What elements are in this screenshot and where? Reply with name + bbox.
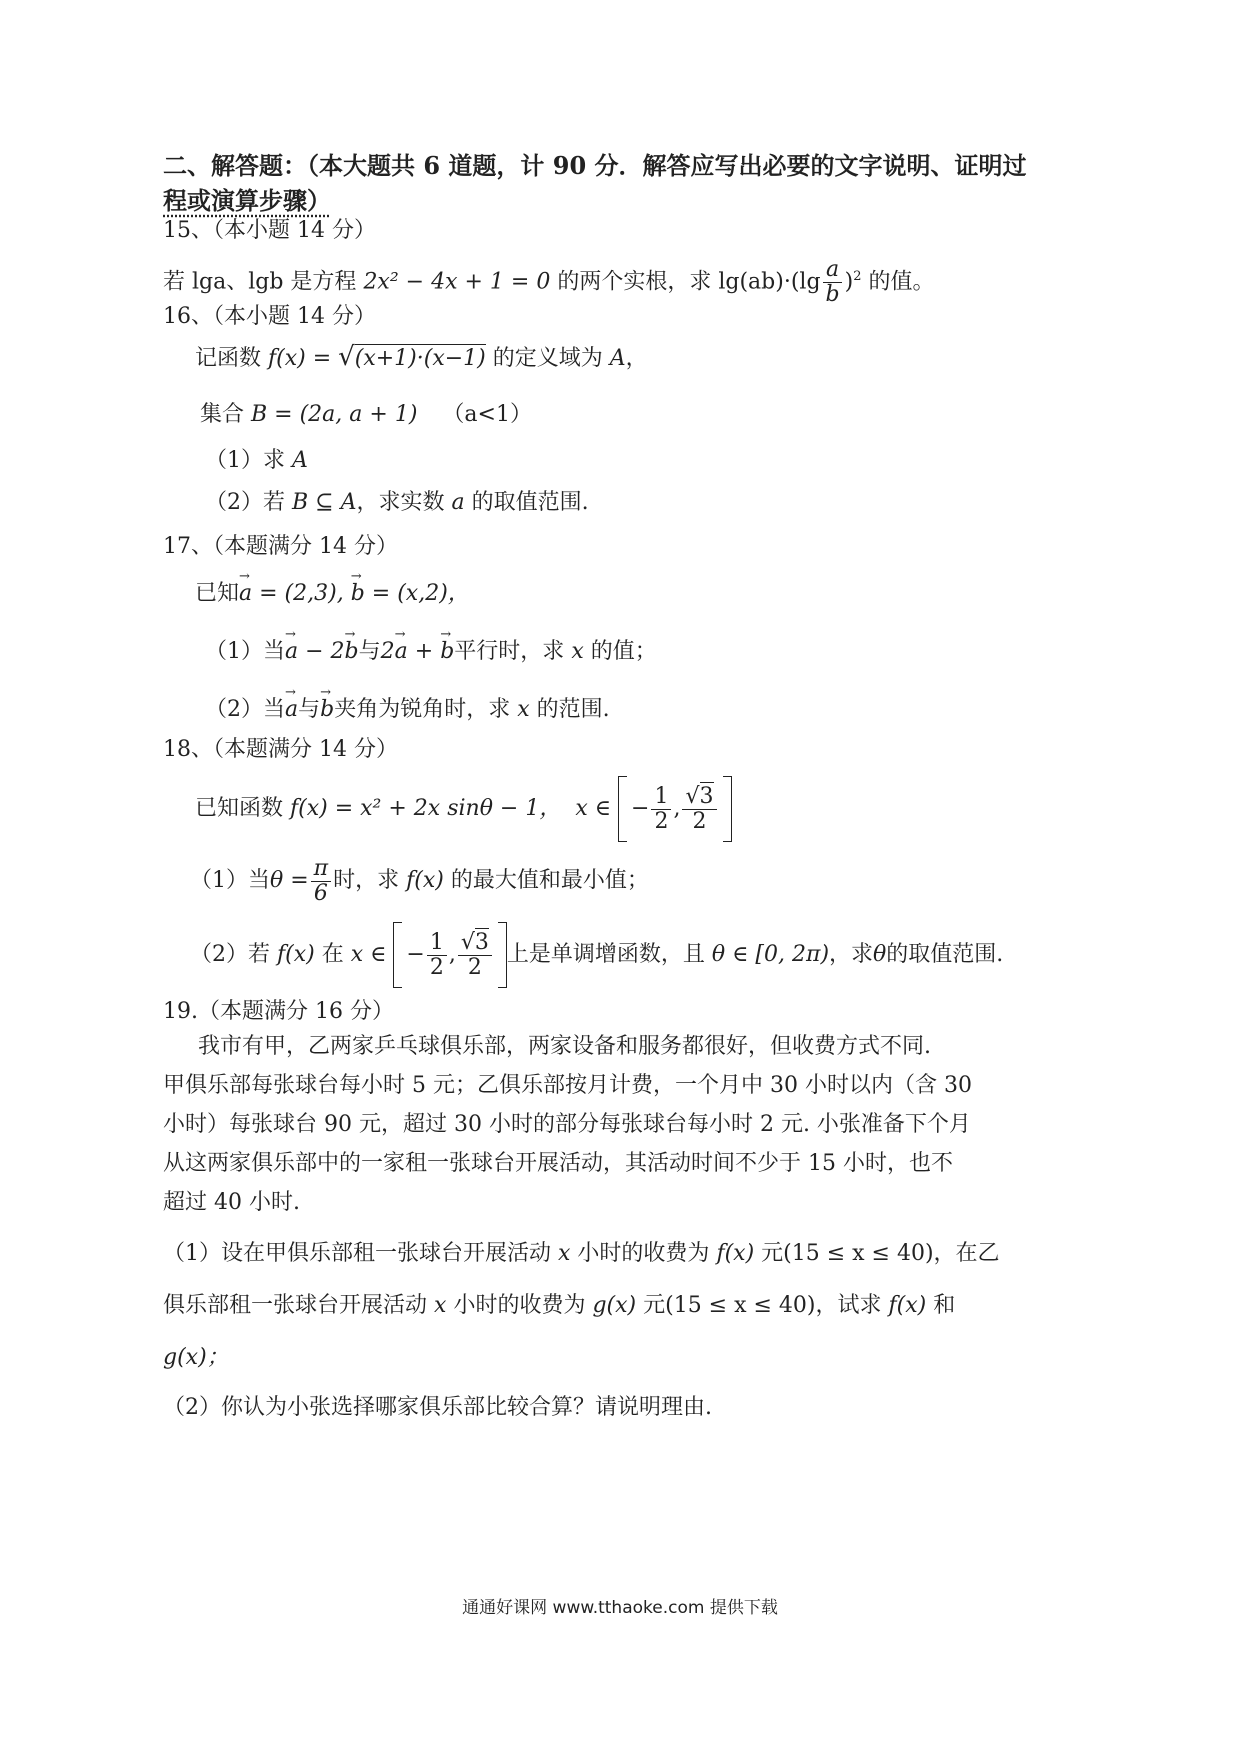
q19-part1-x: x [558,1241,571,1266]
q17-part1 [205,638,657,666]
q18-part2-text: （2）若 [190,942,270,967]
q17-header: 17、（本题满分 14 分） [163,534,398,559]
q16-part1-var: A [292,448,308,473]
q15-frac-num: a [823,258,842,283]
q15-text-b: 的两个实根，求 [557,269,712,295]
q18-fraction-sqrt3: $\frac{√3}{2}$ [682,785,716,834]
q16-function: f(x) = [268,346,339,371]
q18-six: 6 [313,880,328,906]
q18-part2-text-d: ，求 [829,942,874,967]
q19-part1-line1 [163,1240,1000,1268]
q19-part1-line3: g(x)； [163,1345,229,1370]
sqrt-symbol: √ [338,342,355,372]
q19-part1-text-d: 俱乐部租一张球台开展活动 [163,1293,428,1318]
q16-part1-text: （1）求 [205,448,285,473]
q18-part2-domain: x ∈ [350,942,387,967]
q15-expression: lg(ab)·(lg [718,269,821,295]
q18-domain: x ∈ [575,796,612,821]
q18-part2-text-e: 的取值范围. [886,942,1004,967]
q18-pi: π [311,857,331,882]
q19-para-line: 我市有甲，乙两家乒乓球俱乐部，两家设备和服务都很好，但收费方式不同. [198,1034,931,1059]
q19-part1-text-e: 小时的收费为 [453,1293,586,1318]
q15-equation: 2x² − 4x + 1 = 0 [363,269,551,295]
section-title-line1 [163,150,1027,182]
q19-part1-line2 [163,1292,955,1320]
q18-half-num: 1 [651,785,671,810]
q18-part1 [190,846,649,916]
section-title-text-2: 程或演算步骤） [163,186,331,215]
footer-credit: 通通好课网 www.tthaoke.com 提供下载 [462,1598,778,1618]
q16-part2-var: a [451,490,465,515]
q18-part2-in: 在 [321,942,344,967]
q17-part2 [205,696,610,724]
q17-part2-and: 与 [298,697,321,722]
q19-para-line: 小时）每张球台 90 元，超过 30 小时的部分每张球台每小时 2 元. 小张准备下个月 [163,1112,971,1137]
q15-exponent: 2 [853,269,862,284]
q17-part1-x: x [571,639,584,664]
q19-part1-text-g: 和 [933,1293,956,1318]
q18-part2-text-c: 上是单调增函数，且 [506,942,705,967]
right-bracket-2 [498,922,507,988]
q17-part2-text-c: 的范围. [536,697,610,722]
q17-part1-text-b: 平行时，求 [454,639,565,664]
q17-part2-x: x [517,697,530,722]
q17-vector-b: → b [351,580,365,608]
q16-sqrt-body: (x+1)·(x−1) [354,346,486,371]
q19-header: 19.（本题满分 16 分） [163,999,394,1024]
right-bracket [723,776,732,842]
q16-line1 [195,343,648,373]
q17-text: 已知 [195,581,240,606]
q18-part2-half-num: 1 [427,931,447,956]
q18-part2-sqrt3: 3 [474,929,489,955]
q18-fraction-pi [311,857,331,906]
q15-body [163,252,935,307]
left-bracket [618,776,627,842]
q18-part2-theta2: θ [873,942,887,967]
left-bracket-2 [393,922,402,988]
q18-header: 18、（本题满分 14 分） [163,737,398,762]
q16-text-set: 集合 [200,402,245,427]
q18-sqrt3: 3 [699,783,714,809]
q18-function: f(x) = x² + 2x sinθ − 1， [290,796,562,821]
q17-part1-plus: + [407,639,441,664]
q17-part1-vector-a: → a [285,638,298,666]
q18-part2-sqrt-den: 2 [467,954,482,980]
q15-fraction [823,258,843,307]
q16-condition: （a<1） [442,402,532,427]
q18-half-den: 2 [654,808,669,834]
q15-text-c: 的值。 [868,269,935,295]
q16-text-b: 的定义域为 [492,346,603,371]
q19-part1-text: （1）设在甲俱乐部租一张球台开展活动 [163,1241,551,1266]
q18-part1-text-b: 时，求 [333,868,400,893]
q18-part2-minus: − [406,942,425,967]
q15-expression-end: ) [844,269,854,295]
q16-part2-text-b: ，求实数 [356,490,445,515]
q18-fraction-half [651,785,671,834]
q17-vector-a: → a [239,580,252,608]
q16-comma: ， [625,346,648,371]
q16-part2-expr: B ⊆ A [292,490,357,515]
q19-part1-text-c: 元(15 ≤ x ≤ 40)，在乙 [761,1241,1000,1266]
q18-part1-text-c: 的最大值和最小值； [450,868,649,893]
q16-line2 [200,401,532,429]
q18-part1-text: （1）当 [190,868,270,893]
q16-part2 [205,489,589,517]
q19-para-line: 从这两家俱乐部中的一家租一张球台开展活动，其活动时间不少于 15 小时，也不 [163,1151,953,1176]
q18-text: 已知函数 [195,796,284,821]
q16-set-b: B = (2a, a + 1) [251,402,418,427]
q19-part1-text-f: 元(15 ≤ x ≤ 40)，试求 [643,1293,882,1318]
q16-part2-text-c: 的取值范围. [471,490,589,515]
q17-text-c: = (x,2)， [364,581,470,606]
q17-part1-minus: − 2 [298,639,345,664]
q17-part1-vector-b-2: → b [440,638,454,666]
q16-part1 [205,447,308,475]
q19-part2: （2）你认为小张选择哪家俱乐部比较合算？请说明理由. [163,1395,712,1420]
q19-part1-x-2: x [434,1293,447,1318]
q17-part2-vector-a: → a [285,696,298,724]
section-title-line2 [163,185,331,217]
q17-part1-text: （1）当 [205,639,285,664]
q17-part1-vector-a-2: → a [395,638,408,666]
q19-para-line: 超过 40 小时. [163,1190,300,1215]
q17-part1-two: 2 [380,639,395,664]
q15-header: 15、（本小题 14 分） [163,218,376,243]
q16-text: 记函数 [195,346,262,371]
q18-sqrt-den: 2 [692,808,707,834]
q17-part1-and: 与 [358,639,381,664]
q19-part1-func-f: f(x) [716,1241,755,1266]
q18-part2: （2）若 f(x) 在 x ∈ − $\frac{1}{2}$ , $\frac{√3}{2}$ 上是单调增函数，且 θ ∈ [0, 2π) ，求 θ 的取值范围. [190,920,1003,990]
q18-line1: 已知函数 f(x) = x² + 2x sinθ − 1， x ∈ − $\frac{1}{2}$ , $\frac{√3}{2}$ [195,774,732,844]
q18-part2-fraction-half [427,931,447,980]
q19-para-line: 甲俱乐部每张球台每小时 5 元；乙俱乐部按月计费，一个月中 30 小时以内（含 30 [163,1073,972,1098]
q16-header: 16、（本小题 14 分） [163,304,376,329]
q17-line1 [195,580,470,608]
q18-part2-theta: θ ∈ [0, 2π) [711,942,830,967]
q18-minus: − [631,796,650,821]
section-title-text: 二、解答题：（本大题共 6 道题，计 90 分．解答应写出必要的文字说明、证明过 [163,151,1027,180]
q18-part1-func: f(x) [406,868,444,893]
q17-text-b: = (2,3), [252,581,351,606]
q15-frac-den: b [825,281,840,307]
q17-part2-text-b: 夹角为锐角时，求 [334,697,511,722]
q17-part2-text: （2）当 [205,697,285,722]
q19-part1-func-g: g(x) [592,1293,637,1318]
q18-part2-func: f(x) [277,942,315,967]
q16-set-a: A [609,346,626,371]
q18-theta-eq: θ = [270,868,309,893]
q19-part1-text-b: 小时的收费为 [577,1241,710,1266]
q19-part1-func-f-2: f(x) [888,1293,927,1318]
q18-part2-half-den: 2 [429,954,444,980]
q17-part1-vector-b: → b [345,638,359,666]
q17-part1-text-c: 的值； [590,639,657,664]
q17-part2-vector-b: → b [320,696,334,724]
q16-part2-text-a: （2）若 [205,490,285,515]
q15-text-a: 若 lga、lgb 是方程 [163,269,357,295]
q18-part2-fraction-sqrt3: $\frac{√3}{2}$ [458,931,492,980]
